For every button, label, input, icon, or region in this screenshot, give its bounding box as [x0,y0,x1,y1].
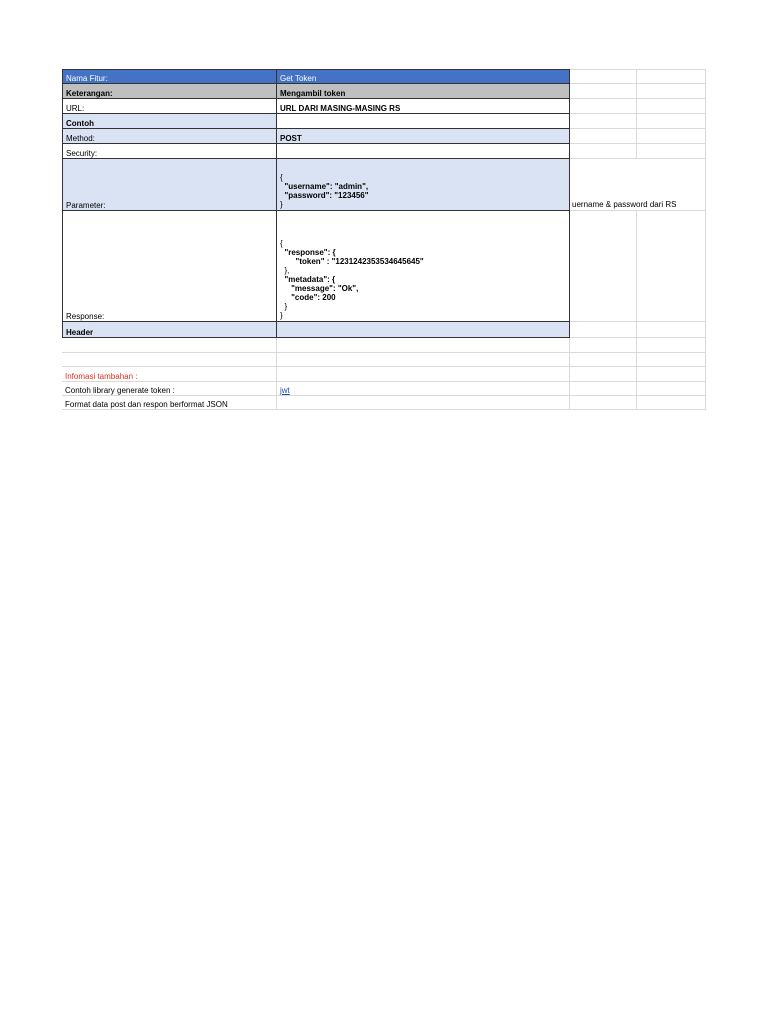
header-label[interactable]: Header [62,322,277,338]
security-label[interactable]: Security: [62,144,277,159]
row-security [62,144,706,159]
empty-cell[interactable] [637,338,706,353]
url-value[interactable]: URL DARI MASING-MASING RS [277,99,570,114]
empty-cell[interactable] [570,211,637,322]
empty-cell[interactable] [570,114,637,129]
empty-cell[interactable] [637,322,706,338]
empty-cell[interactable] [637,382,706,396]
empty-cell[interactable] [570,144,637,159]
empty-cell[interactable] [277,338,570,353]
response-line: { [280,239,283,248]
empty-cell[interactable] [570,69,637,84]
empty-cell[interactable] [277,396,570,410]
parameter-line: { [280,173,283,182]
row-empty [62,353,706,367]
keterangan-value[interactable]: Mengambil token [277,84,570,99]
method-value[interactable]: POST [277,129,570,144]
empty-cell[interactable] [277,353,570,367]
row-keterangan [62,84,706,99]
row-response [62,211,706,322]
empty-cell[interactable] [570,353,637,367]
info-title[interactable]: Infomasi tambahan : [62,367,277,382]
row-nama-fitur [62,69,706,84]
parameter-line: } [280,200,283,209]
format-note[interactable]: Format data post dan respon berformat JSON [62,396,277,410]
row-library [62,382,706,396]
parameter-line: "password": "123456" [280,191,369,200]
row-url [62,99,706,114]
empty-cell[interactable] [637,99,706,114]
empty-cell[interactable] [570,129,637,144]
response-value[interactable] [277,211,570,322]
response-line: "message": "Ok", [280,284,359,293]
response-line: "code": 200 [280,293,336,302]
empty-cell[interactable] [570,396,637,410]
empty-cell[interactable] [570,382,637,396]
empty-cell[interactable] [570,367,637,382]
empty-cell[interactable] [637,211,706,322]
empty-cell[interactable] [570,99,637,114]
empty-cell[interactable] [637,353,706,367]
nama-fitur-label[interactable]: Nama Fitur: [62,69,277,84]
parameter-note: uername & password dari RS [572,200,677,209]
keterangan-label[interactable]: Keterangan: [62,84,277,99]
empty-cell[interactable] [62,338,277,353]
response-line: } [280,302,288,311]
empty-cell[interactable] [637,396,706,410]
spreadsheet [62,69,706,410]
response-line: } [280,311,283,320]
header-value[interactable] [277,322,570,338]
empty-cell[interactable] [637,114,706,129]
contoh-value[interactable] [277,114,570,129]
empty-cell[interactable] [637,144,706,159]
response-line: }, [280,266,290,275]
parameter-line: "username": "admin", [280,182,369,191]
empty-cell[interactable] [277,367,570,382]
security-value[interactable] [277,144,570,159]
empty-cell[interactable] [637,129,706,144]
empty-cell[interactable] [570,84,637,99]
row-method [62,129,706,144]
empty-cell[interactable] [637,84,706,99]
empty-cell[interactable] [570,322,637,338]
response-line: "response": { [280,248,336,257]
nama-fitur-value[interactable]: Get Token [277,69,570,84]
contoh-label[interactable]: Contoh [62,114,277,129]
empty-cell[interactable] [570,338,637,353]
response-line: "metadata": { [280,275,336,284]
response-line: "token" : "1231242353534645645" [280,257,424,266]
method-label[interactable]: Method: [62,129,277,144]
row-header [62,322,706,338]
row-contoh [62,114,706,129]
empty-cell[interactable] [637,367,706,382]
response-label[interactable]: Response: [62,211,277,322]
empty-cell[interactable] [62,353,277,367]
row-parameter [62,159,706,211]
library-label[interactable]: Contoh library generate token : [62,382,277,396]
row-info-title [62,367,706,382]
url-label[interactable]: URL: [62,99,277,114]
row-empty [62,338,706,353]
parameter-label[interactable]: Parameter: [62,159,277,211]
library-cell[interactable] [277,382,570,396]
jwt-link[interactable]: jwt [280,386,290,395]
empty-cell[interactable] [637,69,706,84]
row-format [62,396,706,410]
parameter-value[interactable] [277,159,570,211]
